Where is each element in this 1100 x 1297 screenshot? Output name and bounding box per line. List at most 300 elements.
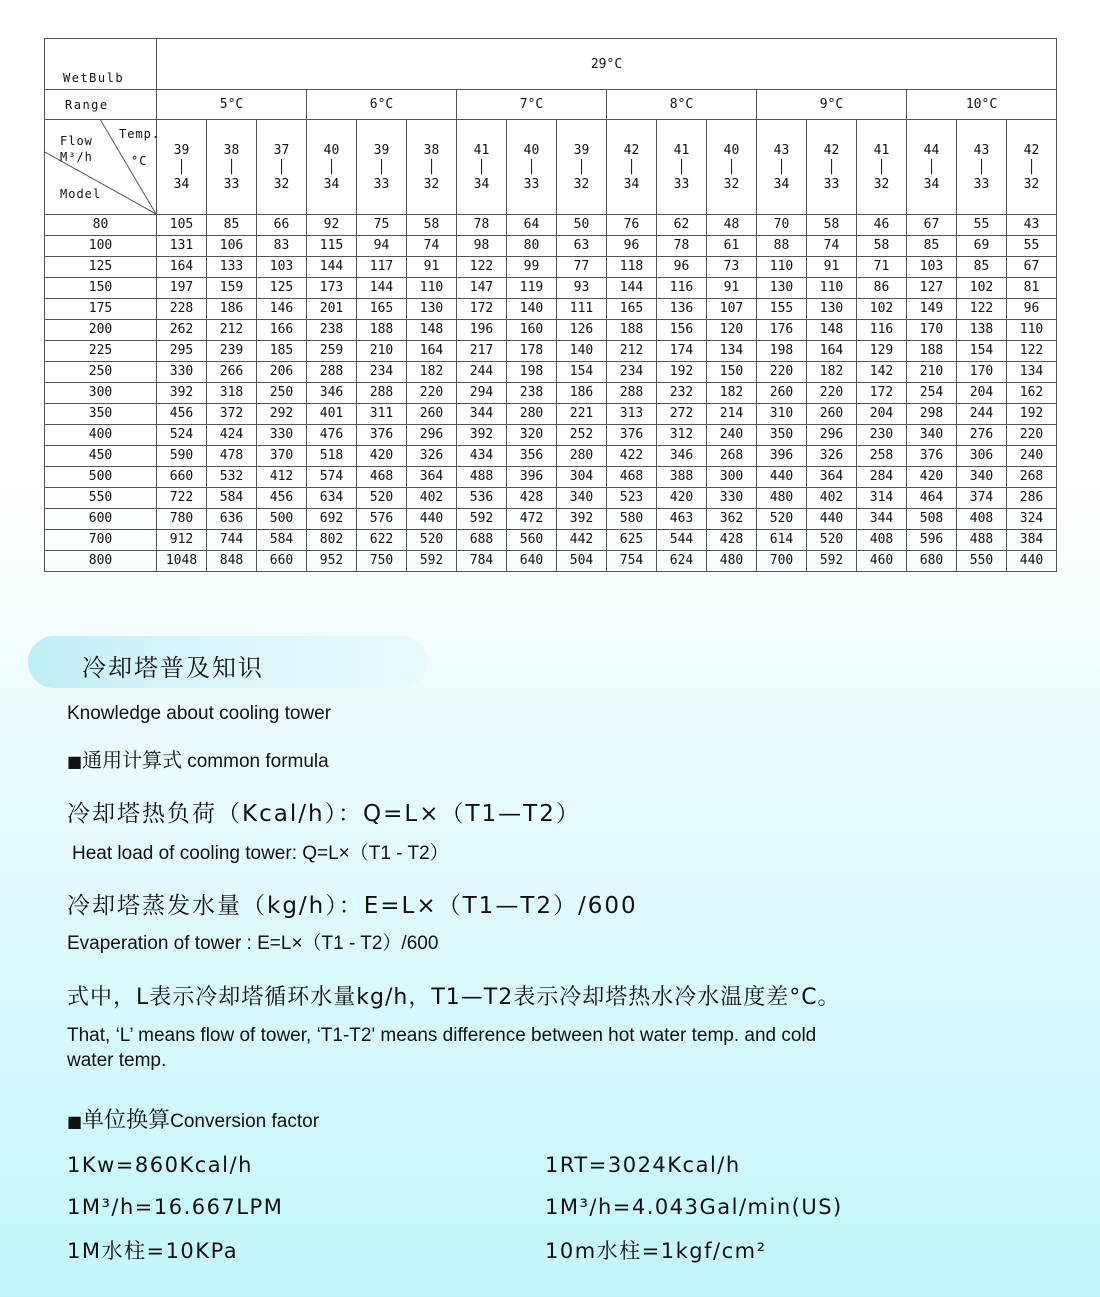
flow-value-cell: 326 [807,446,857,467]
model-cell: 600 [45,509,157,530]
table-row [45,530,1057,551]
cold-water-temp: 33 [673,176,690,192]
table-row [45,215,1057,236]
flow-value-cell: 576 [357,509,407,530]
flow-value-cell: 408 [957,509,1007,530]
flow-value-cell: 625 [607,530,657,551]
separator-bar: │ [777,159,786,175]
hot-water-temp: 38 [223,142,240,158]
flow-value-cell: 402 [407,488,457,509]
flow-value-cell: 61 [707,236,757,257]
separator-bar: │ [427,159,436,175]
flow-value-cell: 396 [757,446,807,467]
flow-value-cell: 372 [207,404,257,425]
flow-value-cell: 48 [707,215,757,236]
table-row [45,257,1057,278]
flow-value-cell: 172 [857,383,907,404]
flow-value-cell: 294 [457,383,507,404]
flow-rate-table [44,38,1057,572]
flow-value-cell: 440 [807,509,857,530]
flow-value-cell: 110 [757,257,807,278]
flow-value-cell: 188 [907,341,957,362]
flow-value-cell: 162 [1007,383,1057,404]
flow-value-cell: 58 [407,215,457,236]
flow-value-cell: 364 [807,467,857,488]
flow-value-cell: 92 [307,215,357,236]
flow-value-cell: 210 [907,362,957,383]
flow-value-cell: 165 [357,299,407,320]
flow-value-cell: 344 [457,404,507,425]
formula-note-en-line2: water temp. [67,1050,167,1071]
flow-value-cell: 636 [207,509,257,530]
flow-value-cell: 780 [157,509,207,530]
flow-value-cell: 1048 [157,551,207,572]
flow-value-cell: 220 [757,362,807,383]
cold-water-temp: 32 [1023,176,1040,192]
flow-value-cell: 130 [807,299,857,320]
wet-bulb-label: WetBulb [45,39,157,90]
flow-value-cell: 46 [857,215,907,236]
flow-unit: M³/h [60,150,93,164]
formula-heading [67,744,329,773]
flow-value-cell: 142 [857,362,907,383]
flow-value-cell: 374 [957,488,1007,509]
flow-value-cell: 288 [357,383,407,404]
flow-value-cell: 442 [557,530,607,551]
flow-value-cell: 520 [807,530,857,551]
flow-value-cell: 105 [157,215,207,236]
flow-value-cell: 310 [757,404,807,425]
separator-bar: │ [327,159,336,175]
cold-water-temp: 34 [773,176,790,192]
flow-value-cell: 688 [457,530,507,551]
flow-value-cell: 80 [507,236,557,257]
flow-value-cell: 518 [307,446,357,467]
flow-value-cell: 420 [357,446,407,467]
flow-value-cell: 280 [507,404,557,425]
flow-value-cell: 464 [907,488,957,509]
conversion-rt: 1RT=3024Kcal/h [545,1153,741,1177]
hot-water-temp: 40 [323,142,340,158]
cold-water-temp: 34 [923,176,940,192]
flow-value-cell: 58 [807,215,857,236]
separator-bar: │ [477,159,486,175]
flow-value-cell: 85 [907,236,957,257]
flow-value-cell: 66 [257,215,307,236]
flow-value-cell: 182 [807,362,857,383]
flow-value-cell: 266 [207,362,257,383]
flow-value-cell: 300 [707,467,757,488]
flow-value-cell: 156 [657,320,707,341]
flow-value-cell: 250 [257,383,307,404]
flow-value-cell: 214 [707,404,757,425]
flow-value-cell: 640 [507,551,557,572]
hot-water-temp: 40 [723,142,740,158]
flow-value-cell: 64 [507,215,557,236]
temp-unit: °C [131,154,148,168]
flow-value-cell: 192 [1007,404,1057,425]
model-cell: 175 [45,299,157,320]
flow-value-cell: 262 [157,320,207,341]
heat-load-formula-cn: 冷却塔热负荷（Kcal/h）：Q=L×（T1—T2） [67,801,581,827]
flow-value-cell: 170 [907,320,957,341]
flow-value-cell: 76 [607,215,657,236]
flow-value-cell: 584 [207,488,257,509]
flow-value-cell: 472 [507,509,557,530]
flow-value-cell: 238 [507,383,557,404]
flow-value-cell: 86 [857,278,907,299]
flow-value-cell: 660 [257,551,307,572]
flow-value-cell: 164 [157,257,207,278]
flow-value-cell: 71 [857,257,907,278]
flow-value-cell: 147 [457,278,507,299]
flow-value-cell: 43 [1007,215,1057,236]
flow-value-cell: 228 [157,299,207,320]
flow-value-cell: 384 [1007,530,1057,551]
range-header: 7°C [457,90,607,120]
flow-value-cell: 326 [407,446,457,467]
range-header: 6°C [307,90,457,120]
flow-value-cell: 408 [857,530,907,551]
flow-value-cell: 320 [507,425,557,446]
flow-value-cell: 396 [507,467,557,488]
flow-value-cell: 103 [907,257,957,278]
flow-value-cell: 239 [207,341,257,362]
flow-value-cell: 311 [357,404,407,425]
flow-value-cell: 63 [557,236,607,257]
flow-value-cell: 176 [757,320,807,341]
flow-value-cell: 129 [857,341,907,362]
conversion-heading-cn: 单位换算 [82,1108,171,1133]
hot-water-temp: 42 [1023,142,1040,158]
hot-water-temp: 43 [973,142,990,158]
formula-note-en-line1: That, ‘L’ means flow of tower, ‘T1-T2' means difference between hot water temp. and cold [67,1025,817,1046]
flow-value-cell: 296 [407,425,457,446]
model-cell: 550 [45,488,157,509]
flow-value-cell: 848 [207,551,257,572]
flow-value-cell: 125 [257,278,307,299]
flow-value-cell: 83 [257,236,307,257]
model-cell: 350 [45,404,157,425]
flow-value-cell: 912 [157,530,207,551]
flow-value-cell: 500 [257,509,307,530]
flow-value-cell: 146 [257,299,307,320]
temp-header-cell [907,120,957,215]
table-row [45,236,1057,257]
flow-value-cell: 173 [307,278,357,299]
flow-value-cell: 544 [657,530,707,551]
flow-value-cell: 220 [1007,425,1057,446]
flow-value-cell: 376 [907,446,957,467]
flow-value-cell: 217 [457,341,507,362]
flow-value-cell: 346 [307,383,357,404]
flow-value-cell: 272 [657,404,707,425]
flow-value-cell: 230 [857,425,907,446]
temp-header-cell [657,120,707,215]
flow-value-cell: 324 [1007,509,1057,530]
flow-value-cell: 238 [307,320,357,341]
flow-value-cell: 268 [707,446,757,467]
flow-value-cell: 254 [907,383,957,404]
temp-header-cell [257,120,307,215]
hot-water-temp: 42 [823,142,840,158]
separator-bar: │ [877,159,886,175]
flow-value-cell: 155 [757,299,807,320]
flow-value-cell: 122 [957,299,1007,320]
flow-value-cell: 201 [307,299,357,320]
flow-value-cell: 116 [657,278,707,299]
flow-value-cell: 508 [907,509,957,530]
model-cell: 450 [45,446,157,467]
flow-value-cell: 140 [557,341,607,362]
flow-value-cell: 754 [607,551,657,572]
flow-value-cell: 592 [807,551,857,572]
flow-value-cell: 67 [1007,257,1057,278]
flow-value-cell: 392 [157,383,207,404]
flow-value-cell: 148 [407,320,457,341]
flow-value-cell: 634 [307,488,357,509]
temp-header-cell [207,120,257,215]
flow-value-cell: 750 [357,551,407,572]
flow-value-cell: 126 [557,320,607,341]
flow-value-cell: 192 [657,362,707,383]
flow-value-cell: 58 [857,236,907,257]
flow-value-cell: 204 [957,383,1007,404]
flow-value-cell: 346 [657,446,707,467]
flow-value-cell: 110 [807,278,857,299]
cold-water-temp: 33 [973,176,990,192]
flow-value-cell: 520 [357,488,407,509]
flow-value-cell: 94 [357,236,407,257]
flow-value-cell: 240 [707,425,757,446]
table-row [45,320,1057,341]
hot-water-temp: 41 [673,142,690,158]
model-cell: 125 [45,257,157,278]
formula-heading-cn: 通用计算式 [82,748,183,772]
temp-header-cell [357,120,407,215]
separator-bar: │ [727,159,736,175]
separator-bar: │ [627,159,636,175]
temp-header-cell [857,120,907,215]
flow-value-cell: 232 [657,383,707,404]
flow-value-cell: 206 [257,362,307,383]
flow-value-cell: 136 [657,299,707,320]
flow-value-cell: 240 [1007,446,1057,467]
flow-value-cell: 350 [757,425,807,446]
flow-value-cell: 700 [757,551,807,572]
flow-value-cell: 260 [807,404,857,425]
flow-value-cell: 98 [457,236,507,257]
hot-water-temp: 38 [423,142,440,158]
flow-value-cell: 314 [857,488,907,509]
flow-value-cell: 221 [557,404,607,425]
flow-value-cell: 106 [207,236,257,257]
flow-value-cell: 96 [657,257,707,278]
flow-value-cell: 74 [807,236,857,257]
flow-value-cell: 149 [907,299,957,320]
flow-value-cell: 340 [957,467,1007,488]
flow-value-cell: 118 [607,257,657,278]
flow-value-cell: 295 [157,341,207,362]
table-row [45,383,1057,404]
model-cell: 225 [45,341,157,362]
flow-value-cell: 952 [307,551,357,572]
flow-value-cell: 276 [957,425,1007,446]
flow-value-cell: 376 [607,425,657,446]
flow-value-cell: 536 [457,488,507,509]
separator-bar: │ [827,159,836,175]
table-row [45,509,1057,530]
model-cell: 400 [45,425,157,446]
flow-value-cell: 115 [307,236,357,257]
flow-value-cell: 422 [607,446,657,467]
flow-value-cell: 523 [607,488,657,509]
table-row [45,299,1057,320]
temp-header-cell [757,120,807,215]
range-header: 10°C [907,90,1057,120]
formula-note-cn: 式中，L表示冷却塔循环水量kg/h，T1—T2表示冷却塔热水冷水温度差°C。 [67,985,841,1010]
flow-value-cell: 160 [507,320,557,341]
flow-value-cell: 75 [357,215,407,236]
flow-value-cell: 120 [707,320,757,341]
flow-value-cell: 50 [557,215,607,236]
flow-value-cell: 102 [857,299,907,320]
separator-bar: │ [577,159,586,175]
flow-value-cell: 286 [1007,488,1057,509]
flow-value-cell: 77 [557,257,607,278]
conversion-lpm: 1M³/h=16.667LPM [67,1195,284,1219]
flow-value-cell: 70 [757,215,807,236]
flow-value-cell: 197 [157,278,207,299]
flow-value-cell: 584 [257,530,307,551]
section-title-en: Knowledge about cooling tower [67,703,332,724]
flow-value-cell: 138 [957,320,1007,341]
flow-value-cell: 622 [357,530,407,551]
temp-header-cell [707,120,757,215]
flow-value-cell: 74 [407,236,457,257]
flow-value-cell: 692 [307,509,357,530]
flow-value-cell: 292 [257,404,307,425]
separator-bar: │ [227,159,236,175]
flow-value-cell: 154 [557,362,607,383]
range-header: 5°C [157,90,307,120]
conversion-gal: 1M³/h=4.043Gal/min(US) [545,1195,843,1219]
flow-value-cell: 85 [207,215,257,236]
model-cell: 500 [45,467,157,488]
flow-value-cell: 624 [657,551,707,572]
conversion-kw: 1Kw=860Kcal/h [67,1153,253,1177]
cold-water-temp: 32 [273,176,290,192]
flow-value-cell: 532 [207,467,257,488]
wet-bulb-value: 29°C [157,39,1057,90]
flow-value-cell: 252 [557,425,607,446]
flow-value-cell: 67 [907,215,957,236]
flow-value-cell: 198 [757,341,807,362]
flow-value-cell: 154 [957,341,1007,362]
flow-value-cell: 488 [957,530,1007,551]
flow-value-cell: 198 [507,362,557,383]
flow-value-cell: 480 [757,488,807,509]
flow-value-cell: 110 [407,278,457,299]
flow-value-cell: 110 [1007,320,1057,341]
flow-value-cell: 312 [657,425,707,446]
conversion-heading [67,1103,319,1134]
flow-value-cell: 362 [707,509,757,530]
temp-header-cell [957,120,1007,215]
hot-water-temp: 39 [573,142,590,158]
temp-label: Temp. [119,127,161,141]
range-header: 8°C [607,90,757,120]
temp-header-cell [507,120,557,215]
flow-value-cell: 244 [457,362,507,383]
flow-value-cell: 186 [207,299,257,320]
flow-value-cell: 144 [307,257,357,278]
separator-bar: │ [677,159,686,175]
flow-value-cell: 424 [207,425,257,446]
flow-value-cell: 96 [607,236,657,257]
flow-value-cell: 69 [957,236,1007,257]
flow-value-cell: 596 [907,530,957,551]
conversion-kgf: 10m水柱=1kgf/cm² [545,1239,767,1263]
model-cell: 150 [45,278,157,299]
separator-bar: │ [1027,159,1036,175]
separator-bar: │ [377,159,386,175]
cold-water-temp: 33 [223,176,240,192]
flow-value-cell: 280 [557,446,607,467]
flow-value-cell: 212 [607,341,657,362]
flow-value-cell: 306 [957,446,1007,467]
flow-value-cell: 116 [857,320,907,341]
flow-value-cell: 204 [857,404,907,425]
flow-value-cell: 174 [657,341,707,362]
cold-water-temp: 32 [573,176,590,192]
flow-value-cell: 412 [257,467,307,488]
model-cell: 200 [45,320,157,341]
flow-value-cell: 182 [707,383,757,404]
flow-value-cell: 260 [407,404,457,425]
flow-value-cell: 234 [607,362,657,383]
flow-value-cell: 744 [207,530,257,551]
flow-value-cell: 420 [657,488,707,509]
table-row [45,341,1057,362]
flow-value-cell: 220 [407,383,457,404]
flow-value-cell: 376 [357,425,407,446]
flow-value-cell: 117 [357,257,407,278]
flow-value-cell: 296 [807,425,857,446]
flow-value-cell: 284 [857,467,907,488]
flow-value-cell: 119 [507,278,557,299]
table-row [45,404,1057,425]
temp-header-cell [607,120,657,215]
flow-value-cell: 103 [257,257,307,278]
flow-value-cell: 133 [207,257,257,278]
flow-value-cell: 165 [607,299,657,320]
flow-value-cell: 244 [957,404,1007,425]
table-row [45,488,1057,509]
flow-value-cell: 127 [907,278,957,299]
flow-value-cell: 580 [607,509,657,530]
flow-value-cell: 144 [357,278,407,299]
evaporation-formula-cn: 冷却塔蒸发水量（kg/h）：E=L×（T1—T2）/600 [67,893,638,919]
cold-water-temp: 33 [823,176,840,192]
flow-label: Flow [60,134,93,148]
flow-value-cell: 480 [707,551,757,572]
cold-water-temp: 32 [873,176,890,192]
temp-header-cell [407,120,457,215]
flow-value-cell: 420 [907,467,957,488]
cold-water-temp: 34 [323,176,340,192]
range-label: Range [45,90,157,120]
